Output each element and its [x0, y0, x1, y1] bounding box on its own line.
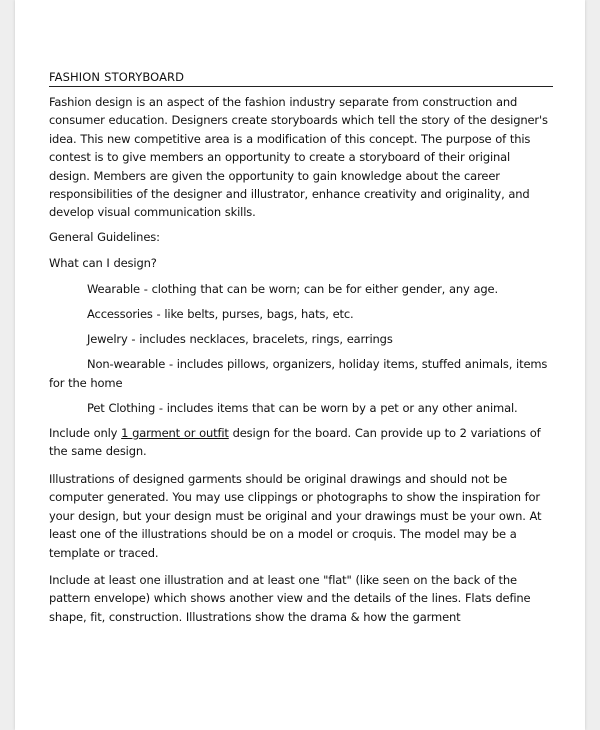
item-wearable: Wearable - clothing that can be worn; can be for either gender, any age. [87, 281, 498, 296]
what-can-i-design-question: What can I design? [49, 255, 157, 270]
include-only-before: Include only [49, 426, 122, 441]
include-only-underlined: 1 garment or outfit [121, 426, 229, 441]
general-guidelines-heading: General Guidelines: [49, 229, 160, 244]
document-title: FASHION STORYBOARD [49, 69, 553, 87]
flat-paragraph: Include at least one illustration and at least one "flat" (like seen on the back of the pattern envelope) which shows another view and the details of the lines. Flats define shape, fit, construction. Illustrations show the drama & how the garment [49, 572, 531, 624]
document-page [15, 0, 585, 730]
illustrations-paragraph: Illustrations of designed garments should be original drawings and should not be computer generated. You may use clippings or photographs to show the inspiration for your design, but your design must be original and your drawings must be your own. At least one of the illustrations should be on a model or croquis. The model may be a template or traced. [49, 471, 542, 560]
item-non-wearable: Non-wearable - includes pillows, organizers, holiday items, stuffed animals, items for the home [49, 357, 548, 390]
item-pet-clothing: Pet Clothing - includes items that can be worn by a pet or any other animal. [87, 400, 518, 415]
intro-paragraph: Fashion design is an aspect of the fashion industry separate from construction and consumer education. Designers create storyboards which tell the story of the designer's idea. This new competitive area is a modification of this concept. The purpose of this contest is to give members an opportunity to create a storyboard of their original design. Members are given the opportunity to gain knowledge about the career responsibilities of the designer and illustrator, enhance creativity and originality, and develop visual communication skills. [49, 95, 548, 220]
item-jewelry: Jewelry - includes necklaces, bracelets, rings, earrings [87, 332, 393, 347]
item-accessories: Accessories - like belts, purses, bags, hats, etc. [87, 307, 354, 322]
document-content [49, 69, 553, 635]
include-only-paragraph [49, 424, 553, 461]
include-only-after: design for the board. Can provide up to 2 variations of the same design. [49, 426, 541, 459]
